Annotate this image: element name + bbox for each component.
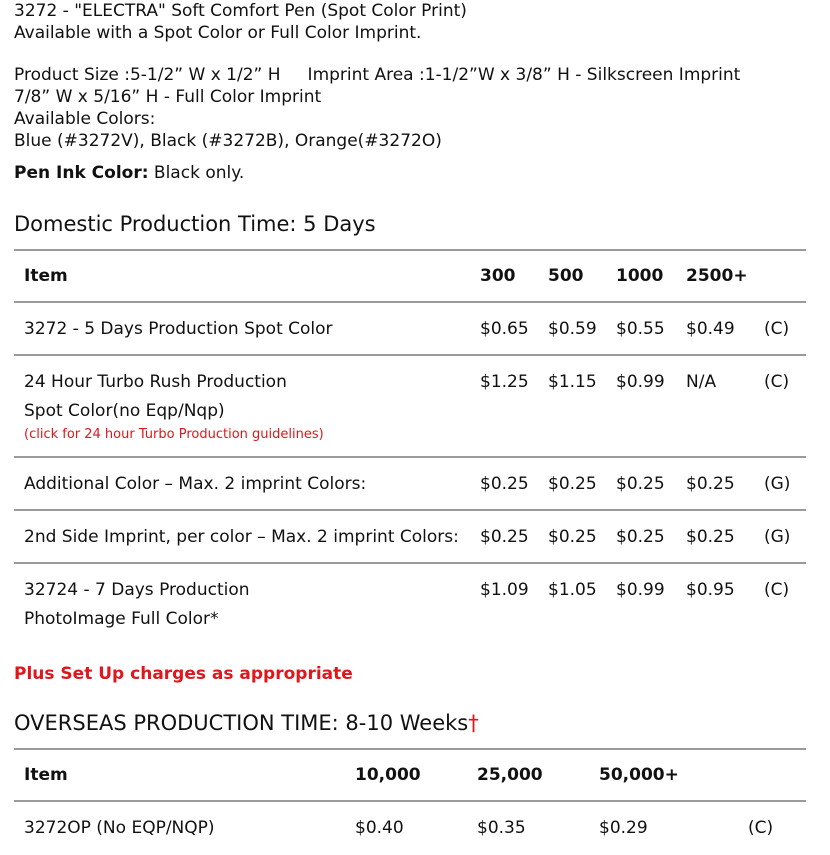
product-availability: Available with a Spot Color or Full Color Imprint. (14, 23, 422, 43)
price-cell: $0.25 (616, 527, 665, 547)
price-cell: $0.25 (686, 527, 735, 547)
overseas-price-table (14, 748, 806, 839)
price-cell: $0.25 (548, 474, 597, 494)
price-code: (C) (764, 580, 790, 600)
dagger-footnote-mark: † (468, 711, 479, 735)
item-line-1: 32724 - 7 Days Production (24, 580, 250, 600)
price-cell: $0.35 (477, 818, 526, 838)
pen-ink-label: Pen Ink Color: (14, 163, 149, 183)
price-code: (G) (764, 474, 791, 494)
product-size: Product Size :5-1/2” W x 1/2” H Imprint Area :1-1/2”W x 3/8” H - Silkscreen Imprint (14, 65, 741, 85)
price-cell: N/A (686, 372, 717, 392)
price-cell: $0.55 (616, 319, 665, 339)
price-cell: $0.25 (616, 474, 665, 494)
table-row (14, 563, 806, 644)
price-cell: $0.65 (480, 319, 529, 339)
table-row (14, 801, 806, 839)
col-header-qty: 10,000 (355, 765, 421, 785)
table-row (14, 510, 806, 563)
price-code: (C) (748, 818, 774, 838)
available-colors-list: Blue (#3272V), Black (#3272B), Orange(#3272O) (14, 131, 442, 151)
col-header-item: Item (24, 266, 68, 286)
col-header-qty: 2500+ (686, 266, 748, 286)
col-header-qty: 500 (548, 266, 584, 286)
overseas-title (14, 710, 479, 736)
domestic-title: Domestic Production Time: 5 Days (14, 212, 376, 236)
col-header-code (764, 250, 806, 302)
price-cell: $0.95 (686, 580, 735, 600)
domestic-price-table (14, 249, 806, 644)
turbo-guidelines-link[interactable]: (click for 24 hour Turbo Production guidelines) (24, 427, 324, 442)
price-cell: $0.99 (616, 580, 665, 600)
item-name (14, 355, 480, 457)
domestic-header-row (14, 250, 806, 302)
pen-ink-value: Black only. (148, 163, 245, 183)
table-row (14, 457, 806, 510)
col-header-qty: 1000 (616, 266, 664, 286)
table-row (14, 355, 806, 457)
price-cell: $0.59 (548, 319, 597, 339)
price-cell: $1.25 (480, 372, 529, 392)
price-cell: $0.25 (480, 527, 529, 547)
col-header-qty: 25,000 (477, 765, 543, 785)
price-cell: $0.99 (616, 372, 665, 392)
setup-charges-note: Plus Set Up charges as appropriate (14, 664, 353, 684)
price-cell: $1.05 (548, 580, 597, 600)
item-line-1: 24 Hour Turbo Rush Production (24, 372, 287, 392)
item-line-2: PhotoImage Full Color* (24, 609, 219, 629)
price-cell: $0.40 (355, 818, 404, 838)
available-colors-label: Available Colors: (14, 109, 156, 129)
price-code: (C) (764, 319, 790, 339)
price-cell: $0.25 (686, 474, 735, 494)
col-header-code (748, 749, 806, 801)
item-name (14, 563, 480, 644)
overseas-title-text: OVERSEAS PRODUCTION TIME: 8-10 Weeks (14, 711, 469, 735)
overseas-header-row (14, 749, 806, 801)
price-code: (C) (764, 372, 790, 392)
price-cell: $1.09 (480, 580, 529, 600)
price-cell: $0.25 (548, 527, 597, 547)
col-header-item: Item (24, 765, 68, 785)
price-code: (G) (764, 527, 791, 547)
col-header-qty: 50,000+ (599, 765, 679, 785)
pen-ink-color (14, 162, 824, 184)
item-name: 3272 - 5 Days Production Spot Color (24, 319, 333, 339)
col-header-qty: 300 (480, 266, 516, 286)
table-row (14, 302, 806, 355)
price-cell: $0.29 (599, 818, 648, 838)
price-cell: $0.49 (686, 319, 735, 339)
item-name: 3272OP (No EQP/NQP) (24, 818, 215, 838)
full-color-imprint-size: 7/8” W x 5/16” H - Full Color Imprint (14, 87, 322, 107)
price-cell: $0.25 (480, 474, 529, 494)
product-title: 3272 - "ELECTRA" Soft Comfort Pen (Spot Color Print) (14, 1, 467, 21)
item-name: 2nd Side Imprint, per color – Max. 2 imprint Colors: (24, 527, 459, 547)
item-line-2: Spot Color(no Eqp/Nqp) (24, 401, 225, 421)
item-name: Additional Color – Max. 2 imprint Colors: (24, 474, 367, 494)
product-description (14, 0, 824, 184)
price-cell: $1.15 (548, 372, 597, 392)
